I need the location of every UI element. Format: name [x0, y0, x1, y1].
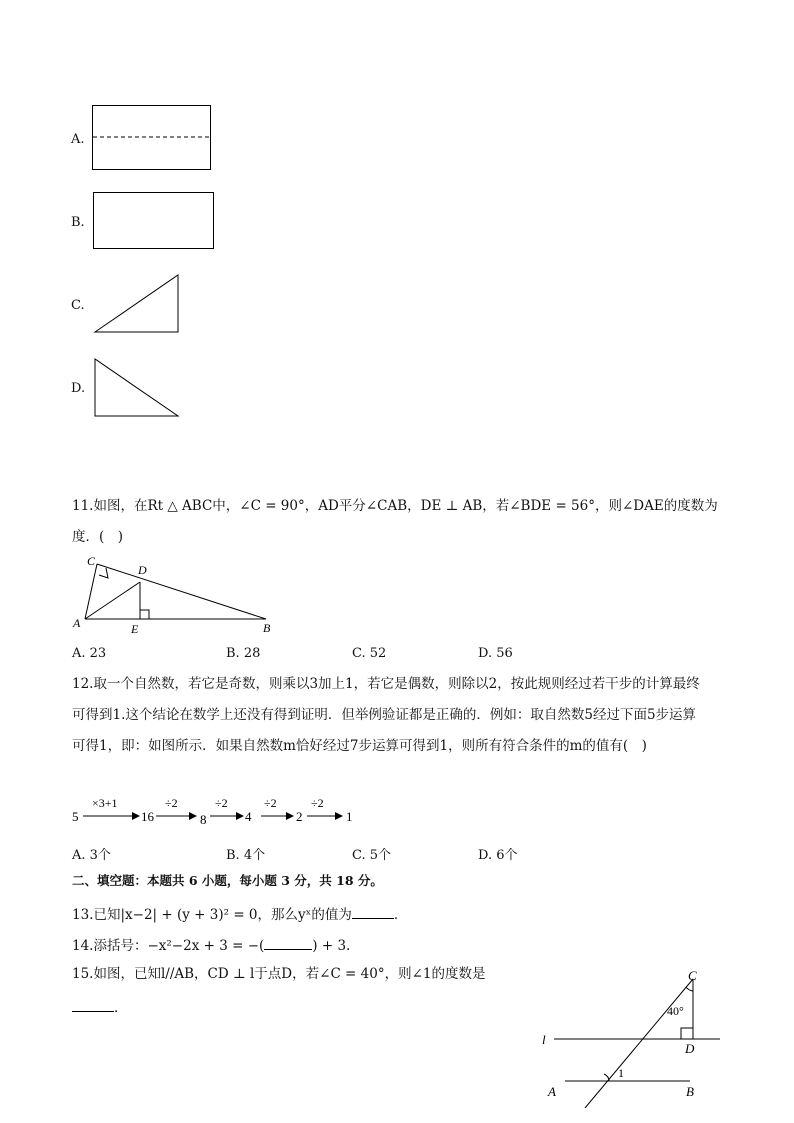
q15-text-line1: 15.如图，已知l//AB，CD ⊥ l于点D，若∠C = 40°，则∠1的度数是: [72, 966, 486, 982]
q12-option-a: A. 3个: [72, 848, 111, 863]
q13: [72, 906, 407, 923]
chain-result-4: 2: [296, 809, 303, 824]
q12-option-d: D. 6个: [478, 848, 518, 863]
q12-option-c: C. 5个: [352, 848, 392, 863]
q15-label-a: A: [548, 1084, 556, 1099]
chain-op-3: ÷2: [215, 796, 228, 810]
q11-label-b: B: [263, 621, 271, 635]
chain-op-1: ×3+1: [92, 796, 118, 810]
option-b-rectangle: [91, 190, 217, 252]
option-d-triangle: [92, 356, 182, 420]
option-b-label: B.: [71, 215, 85, 230]
option-c-triangle: [92, 272, 182, 336]
q13-text: 13.已知|x−2| + (y + 3)² = 0，那么yˣ的值为: [72, 907, 352, 923]
q14: [72, 937, 350, 954]
q12-text-line1: 12.取一个自然数，若它是奇数，则乘以3加上1，若它是偶数，则除以2，按此规则经过若干步的计算最终: [72, 676, 700, 692]
option-d-label: D.: [71, 381, 86, 396]
option-a-label: A.: [71, 132, 85, 147]
q14-answer-blank[interactable]: [264, 937, 312, 950]
q15-label-c: C: [688, 968, 697, 983]
chain-result-3: 4: [245, 809, 252, 824]
q14-text-end: ) + 3.: [312, 938, 351, 954]
q11-text-line1: 11.如图，在Rt △ ABC中，∠C = 90°，AD平分∠CAB，DE ⊥ AB，若∠BDE = 56°，则∠DAE的度数为: [72, 498, 718, 514]
q14-text: 14.添括号：−x²−2x + 3 = −(: [72, 938, 265, 954]
q13-answer-blank[interactable]: [352, 906, 394, 919]
q11-option-d: D. 56: [478, 646, 513, 661]
chain-op-4: ÷2: [264, 796, 277, 810]
q11-option-a: A. 23: [72, 646, 107, 661]
option-c-label: C.: [71, 298, 85, 313]
q13-text-end: ．: [393, 907, 408, 923]
chain-op-2: ÷2: [165, 796, 178, 810]
q11-text-line2: 度．( ): [72, 529, 124, 545]
q15-label-d: D: [685, 1041, 695, 1056]
q11-label-d: D: [138, 563, 147, 577]
q11-label-c: C: [87, 554, 96, 568]
q11-figure: [70, 553, 280, 638]
chain-result-2: 8: [200, 812, 207, 827]
q15-label-1: 1: [618, 1066, 624, 1080]
q12-text-line3: 可得1，即：如图所示．如果自然数m恰好经过7步运算可得到1，则所有符合条件的m的值有( ): [72, 738, 647, 754]
q12-text-line2: 可得到1.这个结论在数学上还没有得到证明．但举例验证都是正确的．例如：取自然数5经过下面5步运算: [72, 707, 697, 723]
q15-answer-blank[interactable]: [72, 999, 114, 1012]
q12-operation-chain: [68, 793, 368, 829]
q11-label-e: E: [131, 622, 139, 636]
q11-option-c: C. 52: [352, 646, 387, 661]
q11-option-b: B. 28: [226, 646, 261, 661]
chain-op-5: ÷2: [311, 796, 324, 810]
q11-label-a: A: [73, 616, 81, 630]
option-a-rectangle-dashed: [90, 103, 214, 173]
chain-result-5: 1: [346, 809, 353, 824]
q15-label-b: B: [686, 1084, 694, 1099]
chain-start: 5: [72, 809, 79, 824]
q15-line2: [72, 999, 128, 1016]
chain-result-1: 16: [141, 809, 154, 824]
q15-text-end: ．: [114, 1000, 128, 1016]
section-2-heading: 二、填空题：本题共 6 小题，每小题 3 分，共 18 分。: [72, 873, 383, 888]
q15-figure: [538, 966, 724, 1108]
q12-option-b: B. 4个: [226, 848, 266, 863]
q15-label-l: l: [542, 1032, 546, 1047]
q15-label-angle: 40°: [667, 1004, 684, 1018]
